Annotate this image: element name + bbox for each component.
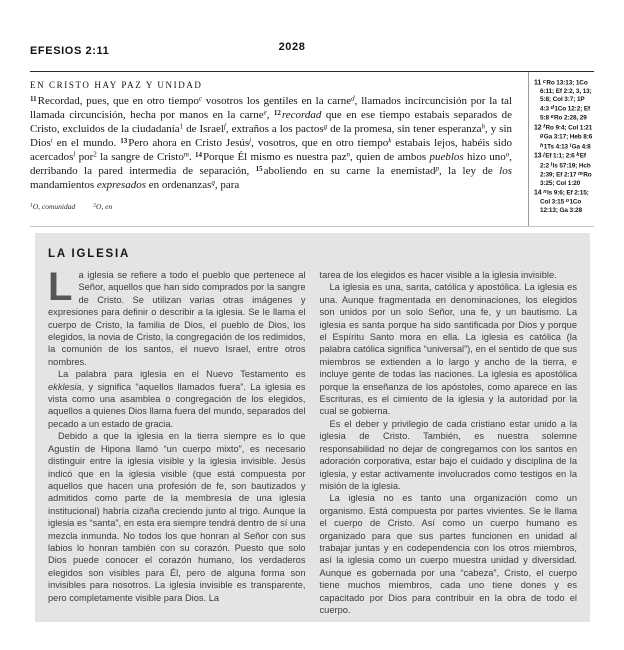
crossref-letter: f <box>223 122 226 131</box>
scripture-main-column <box>30 72 528 226</box>
crossref-letter: j <box>543 152 545 158</box>
crossref-letter: d <box>550 104 554 111</box>
crossref-letter: c <box>542 79 546 85</box>
study-article-panel <box>35 233 590 622</box>
crossref-entry: 11 $^c$Ro 13:13; 1Co 6:11; Ef 2:2, 3, 13; 5:8; Col 3:7; 1P 4:3 $^d$1Co 12:2; Ef 5:8 $^e$Ro 2:28, 29 <box>534 79 592 122</box>
article-column-2 <box>320 269 578 616</box>
crossref-letter: i <box>569 142 572 149</box>
article-column-1 <box>48 265 306 616</box>
crossref-letter: c <box>198 94 202 103</box>
crossref-letter: q <box>211 178 215 187</box>
footnote: $^1$O, comunidad <box>30 202 76 211</box>
article-paragraph: La iglesia es una, santa, católica y apostólica. La iglesia es una. Aunque fragmentada en denominaciones, los elegidos son unidos por un solo Señor, una fe, y un bautismo. La iglesia es santa porque ha sido santificada por Dios y porque el Espíritu Santo mora en ella. La iglesia es católica (la palabra católica significa “universal”), en el sentido de que sus miembros se extienden a lo largo y ancho de la tierra, e incluye gente de todas las naciones. La iglesia es apostólica porque la enseñanza de los apóstoles, como aparece en las Escrituras, es el cimiento de la iglesia y la autoridad por la cual se gobierna. <box>319 282 577 417</box>
crossref-letter: g <box>323 122 328 131</box>
footnote-number: 1 <box>30 202 33 209</box>
footnote-number: 2 <box>93 202 96 209</box>
verse-number: 12 <box>273 108 281 117</box>
article-paragraph: La iglesia se refiere a todo el pueblo que pertenece al Señor, aquellos que han sido comprados por la sangre de Cristo. Se utilizan varias otras imágenes y expresiones para definir o describir a la iglesia. Se le llama el cuerpo de Cristo, la familia de Dios, el pueblo de Dios, los elegidos, la novia de Cristo, la congregación de los redimidos, la comunión de los santos, el nuevo Israel, entre otros nombres. <box>48 265 306 367</box>
crossref-letter: h <box>481 122 485 131</box>
running-head <box>30 41 594 55</box>
verse-number: 13 <box>120 136 128 145</box>
article-paragraph: La iglesia no es tanto una organización como un organismo. Está compuesta por partes vivientes. Se le llama el cuerpo de Cristo. Así como un cuerpo humano es organizado para que sus partes funcionen en unidad al trabajar juntas y en codependencia con los otros miembros, así la iglesia como un cuerpo muestra unidad y diversidad. Aunque es gobernada por una “cabeza”, Cristo, el cuerpo tiene muchos miembros, cada uno tiene dones y es capacitado por Dios para contribuir en la obra de todo el cuerpo. <box>319 493 577 615</box>
article-paragraph: tarea de los elegidos es hacer visible a la iglesia invisible. <box>319 270 557 280</box>
verse-number: 14 <box>194 150 202 159</box>
italic-word: expresados <box>96 179 146 191</box>
crossref-verse-number: 14 <box>534 189 544 196</box>
crossref-letter: o <box>565 198 569 204</box>
italic-word: pueblos <box>429 151 464 163</box>
crossref-verse-number: 12 <box>534 124 544 131</box>
crossref-letter: o <box>505 150 510 159</box>
crossref-letter: i <box>50 136 53 145</box>
article-paragraph: La palabra para iglesia en el Nuevo Testamento es ekklesia, y significa “aquellos llamados fuera”. La iglesia es vista como una asamblea o congregación de los elegidos, aquellos a quienes Dios llama fuera del mundo, separados del pecado a un estado de gracia. <box>48 369 306 429</box>
crossref-entry: 12 $^f$Ro 9:4; Col 1:21 $^g$Ga 3:17; Heb 8:6 $^h$1Ts 4:13 $^i$Ga 4:8 <box>534 123 593 150</box>
crossref-verse-number: 11 <box>534 79 543 87</box>
scripture-section <box>30 71 594 227</box>
crossref-verse-number: 13 <box>534 152 544 160</box>
crossref-letter: m <box>578 171 583 177</box>
crossref-letter: n <box>346 150 351 159</box>
italic-word: recordad <box>281 109 322 121</box>
cross-reference-column <box>528 72 594 226</box>
footnote-marker: 2 <box>93 150 97 159</box>
article-paragraph: Debido a que la iglesia en la tierra siempre es lo que Agustín de Hipona llamó “un cuerpo mixto”, es necesario distinguir entre la iglesia visible y la iglesia invisible. Jesús indicó que en la iglesia visible (que está compuesta por aquellos que hacen una profesión de fe, son bautizados y admitidos como parte de la membresía de una iglesia institucional) habría cizaña creciendo junto al trigo. Aunque la iglesia es “santa”, en esta era siempre tendrá dentro de sí una mezcla inmunda. No todos los que honran al Señor con sus labios lo honran también con su corazón. Puesto que solo Dios puede conocer el corazón humano, los verdaderos elegidos son visibles para Él, pero de alguna forma son invisibles para nosotros. La iglesia invisible es transparente, pero completamente visible para Dios. La <box>48 431 306 603</box>
book-reference: EFESIOS 2:11 <box>30 45 110 57</box>
crossref-letter: f <box>543 123 545 130</box>
crossref-letter: n <box>543 188 547 195</box>
crossref-letter: e <box>263 108 267 117</box>
crossref-entry: 14 $^n$Is 9:6; Ef 2:15; Col 3:15 $^o$1Co 12:13; Ga 3:28 <box>534 188 589 214</box>
verse-number: 15 <box>255 164 263 173</box>
crossref-letter: h <box>540 142 544 149</box>
crossref-letter: l <box>73 150 76 159</box>
crossref-entry: 13 $^j$Ef 1:1; 2:6 $^k$Ef 2:2 $^l$Is 57:19; Hch 2:39; Ef 2:17 $^m$Ro 3:25; Col 1:20 <box>534 152 592 187</box>
crossref-letter: e <box>550 114 554 120</box>
crossref-letter: m <box>183 150 189 159</box>
article-title: LA IGLESIA <box>48 248 131 260</box>
pericope-heading: EN CRISTO HAY PAZ Y UNIDAD <box>30 80 203 90</box>
crossref-letter: d <box>351 94 355 103</box>
footnote: $^2$O, en <box>93 202 113 211</box>
italic-word: los <box>499 165 512 177</box>
crossref-letter: g <box>540 133 544 139</box>
crossref-letter: l <box>550 161 553 168</box>
article-columns <box>48 265 577 616</box>
crossref-letter: k <box>576 152 580 158</box>
footnotes-line <box>30 202 512 211</box>
verse-paragraph: $^{11}$Recordad, pues, que en otro tiempo$^c$ vosotros los gentiles en la carne$^d$, llamados incircuncisión por la tal llamada circuncisión, hecha por manos en la carne$^e$, $^{12}$recordad que en ese tiempo estabais separados de Cristo, excluidos de la ciudadanía$^1$ de Israel$^f$, extraños a los pactos$^g$ de la promesa, sin tener esperanza$^h$, y sin Dios$^i$ en el mundo. $^{13}$Pero ahora en Cristo Jesús$^j$, vosotros, que en otro tiempo$^k$ estabais lejos, habéis sido acercados$^l$ por$^2$ la sangre de Cristo$^m$. $^{14}$Porque Él mismo es nuestra paz$^n$, quien de ambos pueblos hizo uno$^o$, derribando la pared intermedia de separación, $^{15}$aboliendo en su carne la enemistad$^p$, la ley de los mandamientos expresados en ordenanzas$^q$, para <box>30 94 513 191</box>
page-number: 2028 <box>278 41 306 53</box>
crossref-letter: k <box>388 136 392 145</box>
verse-number: 11 <box>30 94 37 103</box>
article-paragraph: Es el deber y privilegio de cada cristiano estar unido a la iglesia de Cristo. También, es nuestra solemne responsabilidad no dejar de congregarnos con los santos en adoración corporativa, estar bajo el cuidado y disciplina de la iglesia, y estar activamente involucrados como testigos en la misión de la iglesia. <box>319 418 577 491</box>
dropcap-letter: L <box>48 265 73 309</box>
footnote-marker: 1 <box>179 122 184 131</box>
crossref-letter: j <box>249 136 252 145</box>
crossref-letter: p <box>435 164 440 173</box>
